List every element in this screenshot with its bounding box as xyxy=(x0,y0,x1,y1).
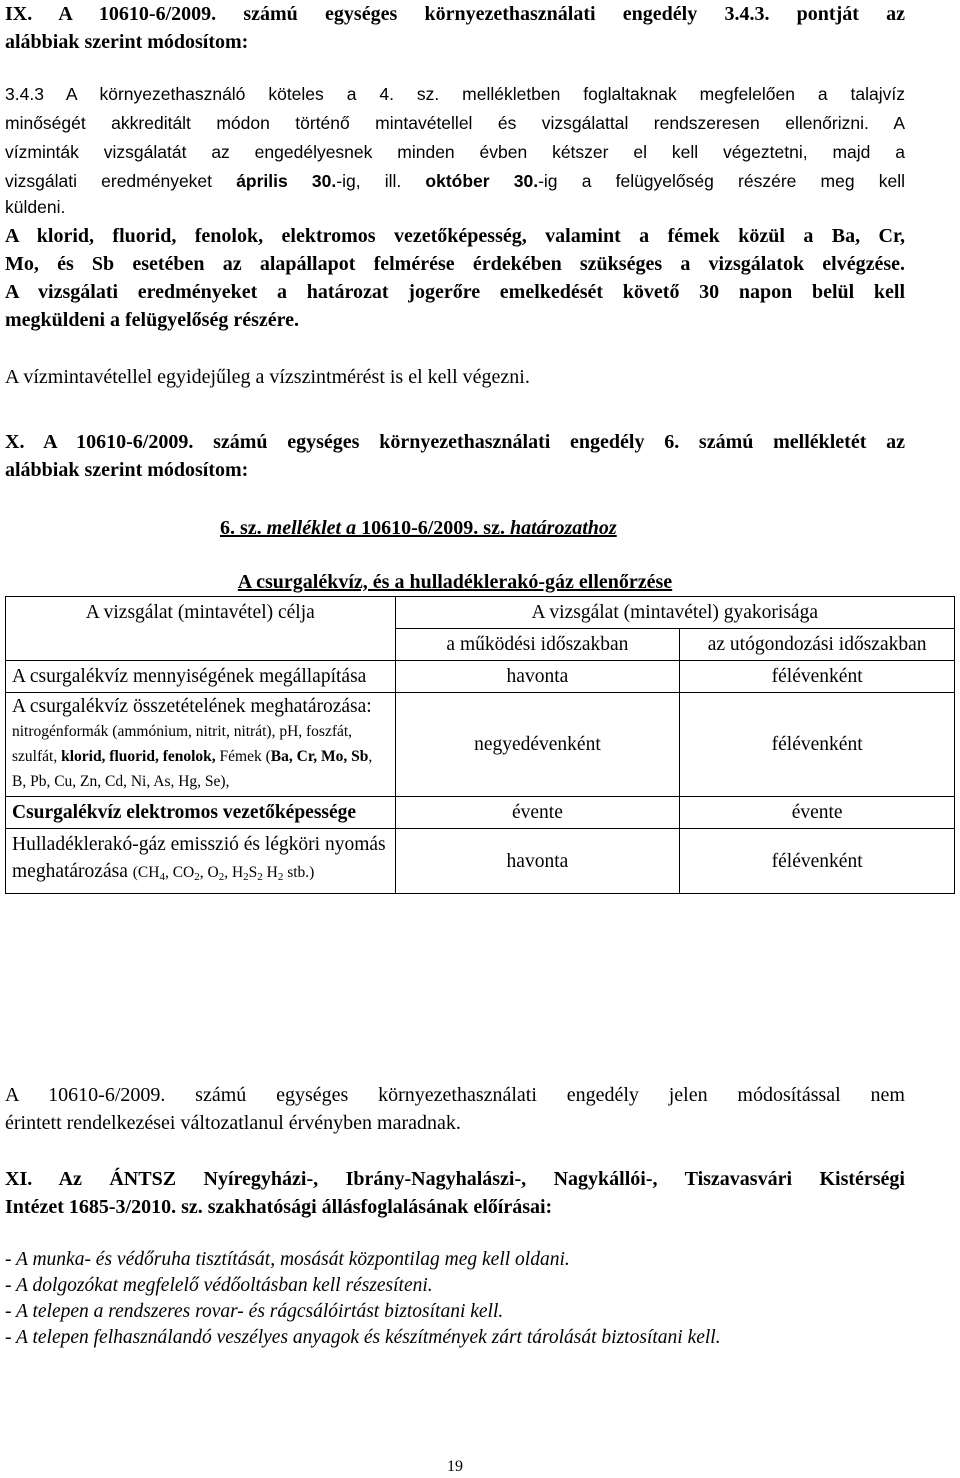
text: 2 xyxy=(243,871,249,883)
row-operating: negyedévenként xyxy=(395,693,680,797)
bold-paragraph-line: A klorid, fluorid, fenolok, elektromos vezetőképesség, valamint a fémek közül a Ba, Cr, xyxy=(5,225,905,247)
requirements-list xyxy=(5,1247,721,1351)
row-operating: évente xyxy=(395,797,680,829)
list-item: - A telepen felhasználandó veszélyes anyagok és készítmények zárt tárolását biztosítani kell. xyxy=(5,1327,721,1348)
header-aftercare-period: az utógondozási időszakban xyxy=(680,629,955,661)
table-row xyxy=(6,797,955,829)
table-row xyxy=(6,829,955,894)
text: -ig, ill. xyxy=(336,171,426,191)
list-item: - A dolgozókat megfelelő védőoltásban kell részesíteni. xyxy=(5,1275,433,1296)
table-title: A csurgalékvíz, és a hulladéklerakó-gáz ellenőrzése xyxy=(237,571,673,593)
row-purpose xyxy=(6,693,396,797)
list-item: - A munka- és védőruha tisztítását, mosását központilag meg kell oldani. xyxy=(5,1249,570,1270)
text: (CH xyxy=(132,864,160,881)
text: stb.) xyxy=(283,864,315,881)
text: , B, Pb, Cu, Zn, Cd, Ni, As, Hg, Se), xyxy=(12,748,373,790)
text: Fémek ( xyxy=(215,748,271,765)
text: klorid, fluorid, fenolok, xyxy=(61,748,216,765)
paragraph-line: A vízmintavétellel egyidejűleg a vízszintmérést is el kell végezni. xyxy=(5,366,530,388)
text: Ba, Cr, Mo, Sb xyxy=(270,748,369,765)
row-aftercare: félévenként xyxy=(680,661,955,693)
row-purpose: Csurgalékvíz elektromos vezetőképessége xyxy=(6,797,396,829)
text: H xyxy=(262,864,278,881)
section-xi-heading-line2: Intézet 1685-3/2010. sz. szakhatósági állásfoglalásának előírásai: xyxy=(5,1196,553,1218)
section-x-heading-line1: X. A 10610-6/2009. számú egységes környezethasználati engedély 6. számú mellékletét az xyxy=(5,431,905,453)
text: melléklet a xyxy=(266,517,362,539)
paragraph-line: 3.4.3 A környezethasználó köteles a 4. sz. mellékletben foglaltaknak megfelelően a talajvíz xyxy=(5,84,905,104)
text: , CO xyxy=(164,864,195,881)
section-ix-heading-line2: alábbiak szerint módosítom: xyxy=(5,31,249,53)
paragraph-line-dates xyxy=(5,167,905,195)
deadline-april: április 30. xyxy=(236,171,337,191)
text: 2 xyxy=(218,871,225,883)
bold-paragraph-line: megküldeni a felügyelőség részére. xyxy=(5,309,300,331)
section-xi-heading-line1: XI. Az ÁNTSZ Nyíregyházi-, Ibrány-Nagyhalászi-, Nagykállói-, Tiszavasvári Kistérségi xyxy=(5,1168,905,1190)
bold-paragraph-line: Mo, és Sb esetében az alapállapot felmérése érdekében szükséges a vizsgálatok elvégzése. xyxy=(5,253,905,275)
text: 2 xyxy=(277,871,284,883)
text: , H xyxy=(224,864,244,881)
table-row xyxy=(6,661,955,693)
text: A csurgalékvíz összetételének meghatározása: xyxy=(12,696,372,717)
row-aftercare: félévenként xyxy=(680,693,955,797)
text: határozathoz xyxy=(509,517,617,539)
text: vizsgálati eredményeket xyxy=(5,171,237,191)
row-purpose xyxy=(6,829,396,894)
row-operating: havonta xyxy=(395,829,680,894)
deadline-october: október 30. xyxy=(425,171,539,191)
closing-line2: érintett rendelkezései változatlanul érvényben maradnak. xyxy=(5,1112,461,1134)
paragraph-line: vízminták vizsgálatát az engedélyesnek minden évben kétszer el kell végeztetni, majd a xyxy=(5,142,905,162)
text: nitrogénformák (ammónium, nitrit, nitrát), pH, foszfát, szulfát, xyxy=(12,723,353,765)
text: 2 xyxy=(257,871,263,883)
text: S xyxy=(248,864,258,881)
closing-line1: A 10610-6/2009. számú egységes környezethasználati engedély jelen módosítással nem xyxy=(5,1084,905,1106)
text: 10610-6/2009. sz. xyxy=(361,517,510,539)
row-aftercare: félévenként xyxy=(680,829,955,894)
row-purpose: A csurgalékvíz mennyiségének megállapítása xyxy=(6,661,396,693)
bold-paragraph-line: A vizsgálati eredményeket a határozat jogerőre emelkedését követő 30 napon belül kell xyxy=(5,281,905,303)
gas-list xyxy=(133,864,315,881)
text: 4 xyxy=(159,871,165,883)
section-x-heading-line2: alábbiak szerint módosítom: xyxy=(5,459,249,481)
paragraph-line: küldeni. xyxy=(5,197,66,217)
header-operating-period: a működési időszakban xyxy=(395,629,680,661)
page-number: 19 xyxy=(447,1458,463,1475)
annex-title xyxy=(220,514,617,542)
header-frequency: A vizsgálat (mintavétel) gyakorisága xyxy=(395,597,954,629)
table-header-row xyxy=(6,597,955,629)
list-item: - A telepen a rendszeres rovar- és rágcsálóirtást biztosítani kell. xyxy=(5,1301,504,1322)
text: 2 xyxy=(194,871,200,883)
row-operating: havonta xyxy=(395,661,680,693)
table-row xyxy=(6,693,955,797)
monitoring-table xyxy=(5,596,955,894)
header-purpose: A vizsgálat (mintavétel) célja xyxy=(6,597,396,661)
text: , O xyxy=(199,864,219,881)
text: Hulladéklerakó-gáz emisszió és légköri nyomás meghatározása xyxy=(12,834,386,882)
section-ix-heading-line1: IX. A 10610-6/2009. számú egységes környezethasználati engedély 3.4.3. pontját az xyxy=(5,3,905,25)
row-aftercare: évente xyxy=(680,797,955,829)
text: 6. sz. xyxy=(220,517,267,539)
text: -ig a felügyelőség részére meg kell xyxy=(538,171,905,191)
paragraph-line: minőségét akkreditált módon történő mintavétellel és vizsgálattal rendszeresen ellenőrizni. A xyxy=(5,113,905,133)
